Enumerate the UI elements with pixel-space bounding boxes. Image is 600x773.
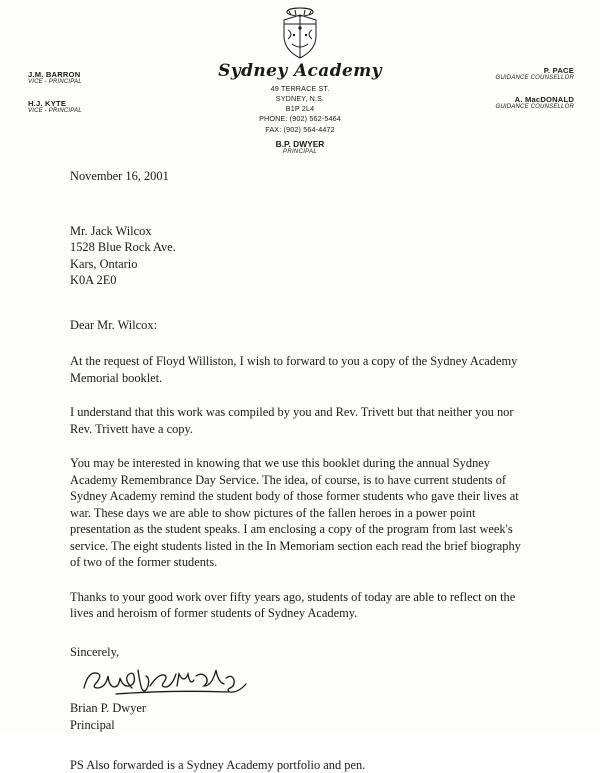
- recipient-line-1: Mr. Jack Wilcox: [70, 223, 152, 238]
- recipient-address: [70, 223, 530, 289]
- school-crest-icon: [274, 6, 326, 62]
- staff-vice-principal-1: [28, 70, 82, 85]
- paragraph-2: I understand that this work was compiled by you and Rev. Trivett but that neither you nor Rev. Trivett have a copy.: [70, 405, 514, 436]
- staff-name: H.J. KYTE: [28, 99, 67, 108]
- signature-area: [70, 664, 530, 700]
- school-name: Sydney Academy: [218, 61, 382, 81]
- staff-title: GUIDANCE COUNSELLOR: [495, 104, 574, 110]
- staff-title: VICE - PRINCIPAL: [28, 108, 82, 114]
- closing: Sincerely,: [70, 644, 120, 659]
- recipient-line-2: 1528 Blue Rock Ave.: [70, 240, 176, 255]
- address-line-5: FAX: (902) 564-4472: [265, 124, 335, 134]
- staff-name: P. PACE: [543, 66, 574, 75]
- recipient-line-3: Kars, Ontario: [70, 256, 138, 271]
- staff-guidance-counsellor-2: [496, 95, 574, 110]
- staff-vice-principal-2: [28, 99, 82, 114]
- paragraph-1: At the request of Floyd Williston, I wish to forward to you a copy of the Sydney Academy Memorial booklet.: [70, 354, 518, 385]
- staff-guidance-counsellor-1: [496, 66, 574, 81]
- recipient-line-4: K0A 2E0: [70, 273, 117, 288]
- letterhead: [0, 0, 600, 160]
- signer-title: Principal: [70, 717, 115, 732]
- address-line-2: SYDNEY, N.S.: [275, 93, 325, 103]
- address-line-4: PHONE: (902) 562-5464: [259, 114, 341, 124]
- signer-name: Brian P. Dwyer: [70, 701, 147, 716]
- handwritten-signature-icon: [78, 662, 258, 700]
- paragraph-4: Thanks to your good work over fifty years ago, students of today are able to reflect on the lives and heroism of former students of Sydney Academy.: [70, 589, 516, 621]
- staff-title: GUIDANCE COUNSELLOR: [495, 75, 574, 81]
- staff-name: J.M. BARRON: [28, 70, 81, 79]
- staff-name: A. MacDONALD: [514, 95, 574, 104]
- salutation: Dear Mr. Wilcox:: [70, 317, 158, 332]
- principal-title: PRINCIPAL: [283, 148, 317, 155]
- address-line-3: B1P 2L4: [285, 104, 315, 114]
- paragraph-3: You may be interested in knowing that we use this booklet during the annual Sydney Academy Remembrance Day Service. The idea, of course, is to have current students of Sydney Academy remind the student body of those former students who gave their lives at war. These days we are able to show pictures of the fallen heroes in a power point presentation as the student speaks. I am enclosing a copy of the program from last week's service. The eight students listed in the In Memoriam section each read the brief biography of two of the former students.: [70, 456, 521, 570]
- postscript: PS Also forwarded is a Sydney Academy portfolio and pen.: [70, 757, 366, 772]
- letter-date: November 16, 2001: [70, 169, 169, 183]
- staff-title: VICE - PRINCIPAL: [28, 79, 82, 85]
- principal-name: B.P. DWYER: [275, 138, 325, 149]
- address-line-1: 49 TERRACE ST.: [270, 83, 330, 93]
- letter-body: [70, 168, 530, 773]
- letterhead-center: [180, 62, 420, 155]
